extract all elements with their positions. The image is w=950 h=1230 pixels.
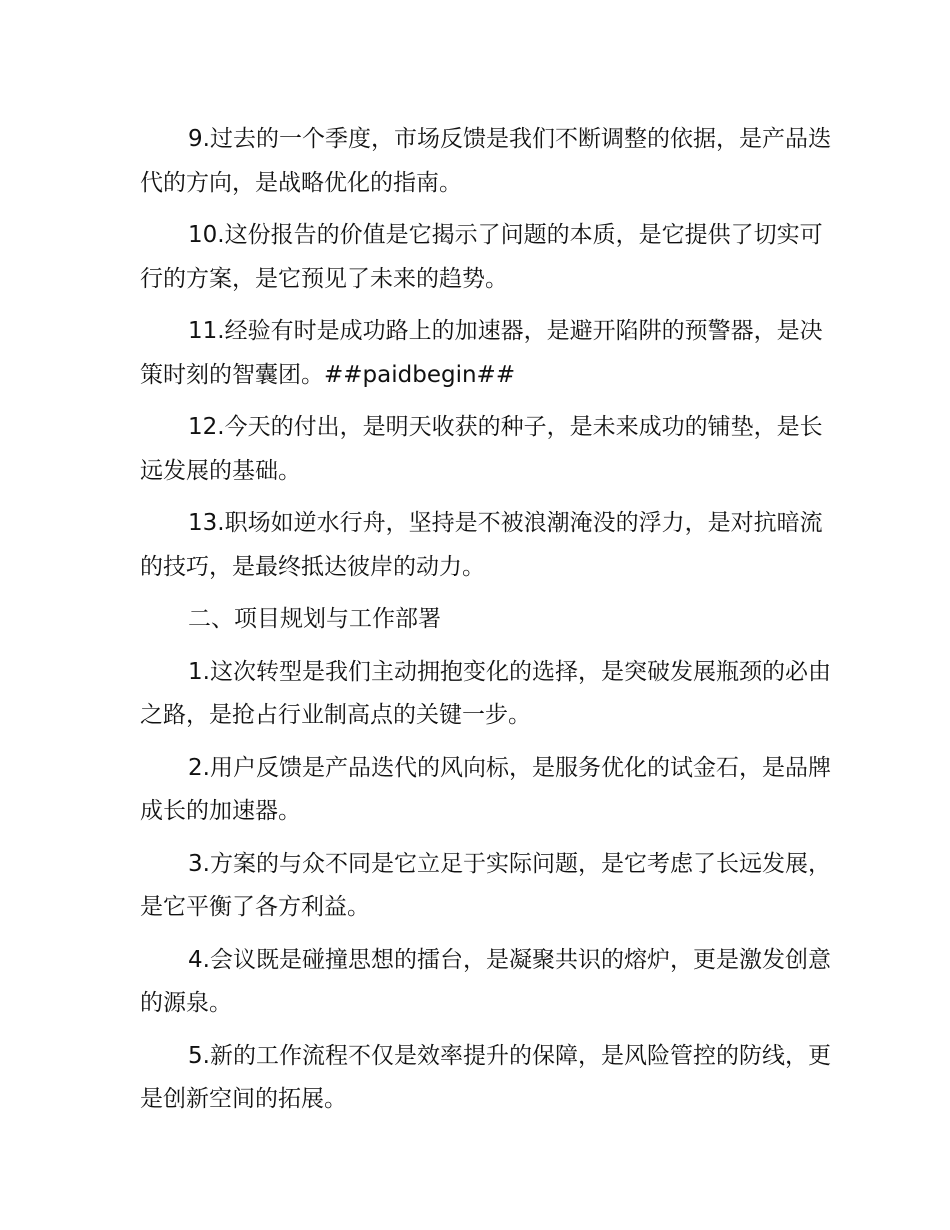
section-paragraph-3: 3.方案的与众不同是它立足于实际问题，是它考虑了长远发展，是它平衡了各方利益。: [140, 850, 831, 920]
paragraph-9: 9.过去的一个季度，市场反馈是我们不断调整的依据，是产品迭代的方向，是战略优化的指南。: [140, 126, 831, 196]
paragraph-11: 11.经验有时是成功路上的加速器，是避开陷阱的预警器，是决策时刻的智囊团。##paidbegin##: [140, 318, 823, 388]
section-heading: 二、项目规划与工作部署: [188, 606, 441, 632]
section-paragraph-2: 2.用户反馈是产品迭代的风向标，是服务优化的试金石，是品牌成长的加速器。: [140, 754, 831, 824]
section-paragraph-4: 4.会议既是碰撞思想的擂台，是凝聚共识的熔炉，更是激发创意的源泉。: [140, 946, 831, 1016]
document-body: [140, 118, 840, 1131]
paragraph-12: 12.今天的付出，是明天收获的种子，是未来成功的铺垫，是长远发展的基础。: [140, 414, 823, 484]
section-paragraph-5: 5.新的工作流程不仅是效率提升的保障，是风险管控的防线，更是创新空间的拓展。: [140, 1042, 831, 1112]
paragraph-10: 10.这份报告的价值是它揭示了问题的本质，是它提供了切实可行的方案，是它预见了未来的趋势。: [140, 222, 823, 292]
section-paragraph-1: 1.这次转型是我们主动拥抱变化的选择，是突破发展瓶颈的必由之路，是抢占行业制高点的关键一步。: [140, 658, 831, 728]
paragraph-13: 13.职场如逆水行舟，坚持是不被浪潮淹没的浮力，是对抗暗流的技巧，是最终抵达彼岸的动力。: [140, 510, 823, 580]
